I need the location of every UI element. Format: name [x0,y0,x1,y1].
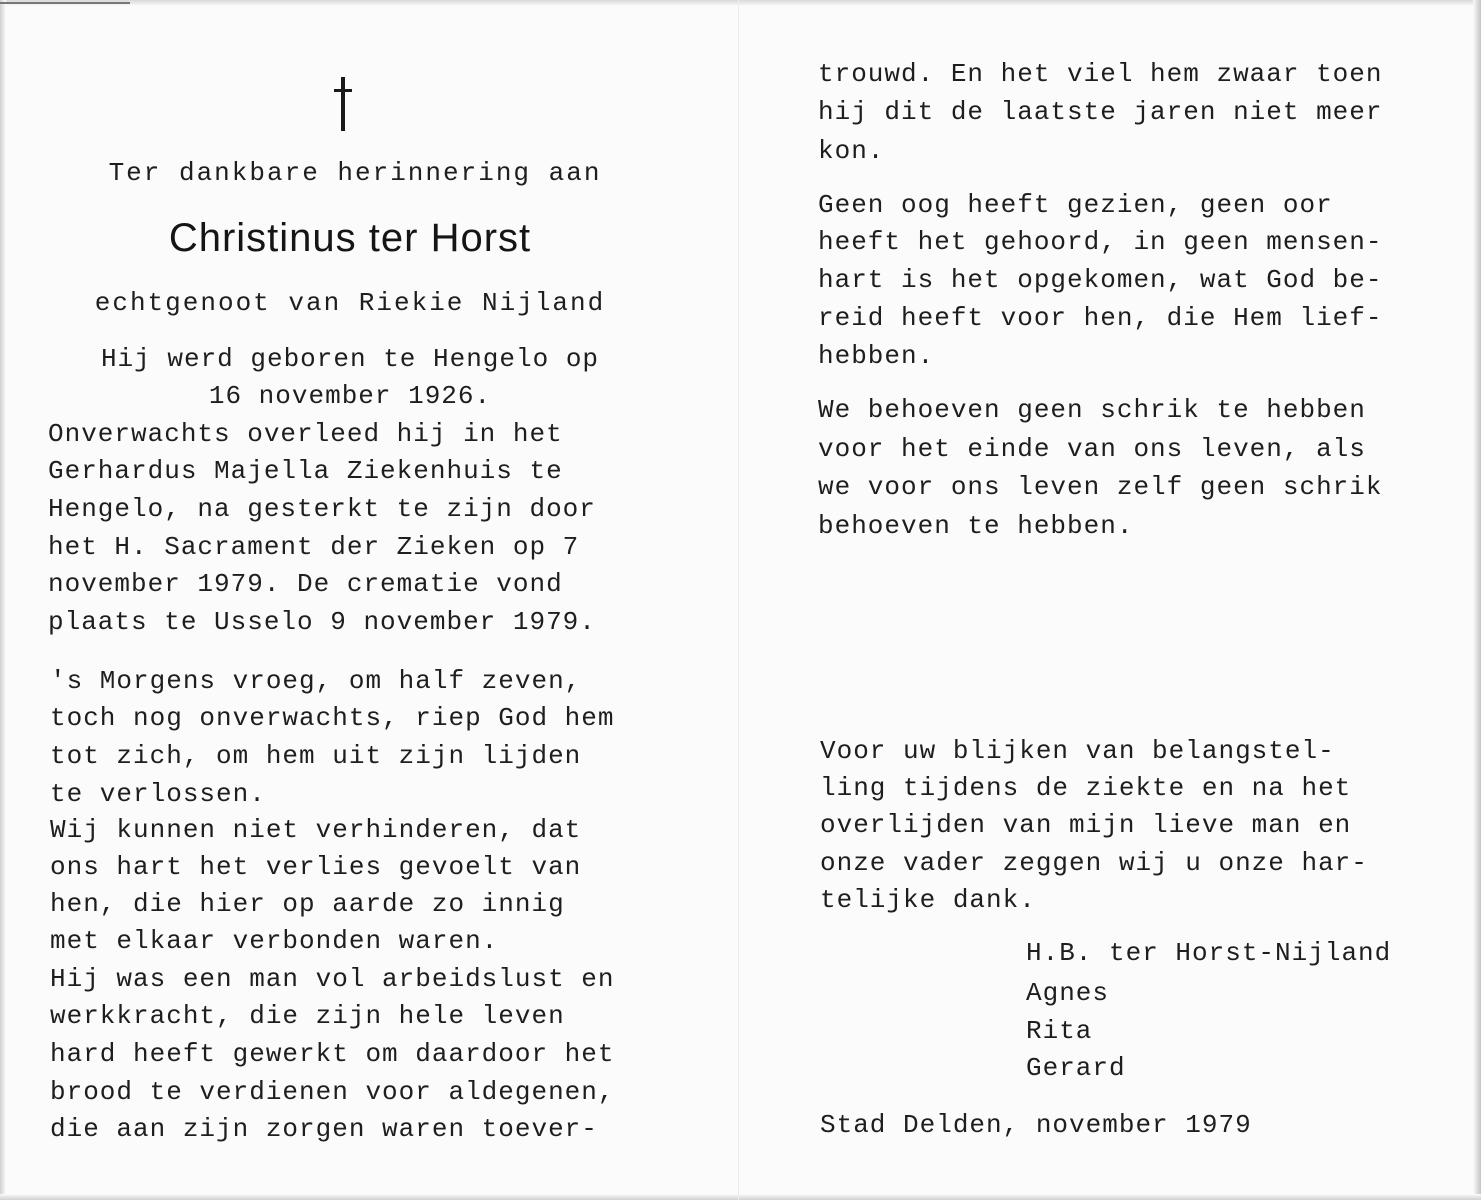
scripture-line: hart is het opgekomen, wat God be- [818,265,1383,295]
card-edge-right [1473,0,1481,1200]
quote-line: we voor ons leven zelf geen schrik [818,472,1383,502]
place-date: Stad Delden, november 1979 [820,1110,1252,1140]
cross-icon [326,75,360,131]
birth-line-2: 16 november 1926. [208,381,492,411]
thanks-line: telijke dank. [820,885,1036,915]
death-line: het H. Sacrament der Zieken op 7 [48,532,580,562]
scripture-line: hebben. [818,341,935,371]
birth-line-1: Hij werd geboren te Hengelo op [100,344,600,374]
death-line: plaats te Usselo 9 november 1979. [48,607,596,637]
signature-name: Gerard [1026,1053,1126,1083]
paragraph-line: toch nog onverwachts, riep God hem [50,703,615,733]
paragraph-line: Hij was een man vol arbeidslust en [50,964,615,994]
signature-name: H.B. ter Horst-Nijland [1026,938,1392,968]
death-line: Onverwachts overleed hij in het [48,419,563,449]
memorial-header: Ter dankbare herinnering aan [108,158,602,188]
death-line: Gerhardus Majella Ziekenhuis te [48,456,563,486]
continuation-line: trouwd. En het viel hem zwaar toen [818,59,1383,89]
spouse-line: echtgenoot van Riekie Nijland [94,288,606,318]
paragraph-line: hen, die hier op aarde zo innig [50,889,565,919]
card-edge-left [0,0,6,1200]
quote-line: voor het einde van ons leven, als [818,434,1366,464]
paragraph-line: die aan zijn zorgen waren toever- [50,1114,598,1144]
paragraph-line: ons hart het verlies gevoelt van [50,852,582,882]
paragraph-line: werkkracht, die zijn hele leven [50,1001,565,1031]
card-fold [738,0,739,1200]
scripture-line: Geen oog heeft gezien, geen oor [818,190,1333,220]
paragraph-line: 's Morgens vroeg, om half zeven, [50,666,582,696]
signature-name: Agnes [1026,978,1110,1008]
scan-mark [0,2,130,4]
card-edge-top [0,0,1481,6]
death-line: november 1979. De crematie vond [48,569,563,599]
quote-line: We behoeven geen schrik te hebben [818,395,1366,425]
scripture-line: heeft het gehoord, in geen mensen- [818,227,1383,257]
paragraph-line: te verlossen. [50,779,266,809]
paragraph-line: brood te verdienen voor aldegenen, [50,1077,615,1107]
thanks-line: onze vader zeggen wij u onze har- [820,848,1368,878]
paragraph-line: tot zich, om hem uit zijn lijden [50,741,582,771]
paragraph-line: met elkaar verbonden waren. [50,926,499,956]
card-edge-bottom [0,1194,1481,1200]
scripture-line: reid heeft voor hen, die Hem lief- [818,303,1383,333]
thanks-line: overlijden van mijn lieve man en [820,810,1352,840]
death-line: Hengelo, na gesterkt te zijn door [48,494,596,524]
deceased-name: Christinus ter Horst [168,216,532,260]
thanks-line: ling tijdens de ziekte en na het [820,773,1352,803]
signature-name: Rita [1026,1016,1093,1046]
continuation-line: kon. [818,136,885,166]
quote-line: behoeven te hebben. [818,511,1134,541]
continuation-line: hij dit de laatste jaren niet meer [818,97,1383,127]
paragraph-line: hard heeft gewerkt om daardoor het [50,1039,615,1069]
paragraph-line: Wij kunnen niet verhinderen, dat [50,815,582,845]
thanks-line: Voor uw blijken van belangstel- [820,736,1335,766]
